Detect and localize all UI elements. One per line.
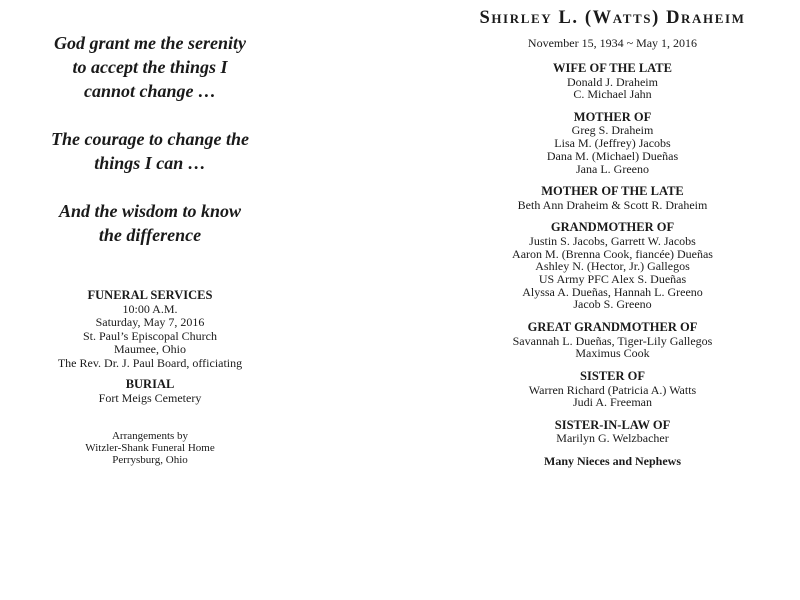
family-group [415, 370, 800, 409]
family-member: Lisa M. (Jeffrey) Jacobs [554, 136, 671, 151]
family-group-heading: SISTER OF [580, 369, 645, 384]
prayer-line: The courage to change the [51, 129, 249, 149]
arrangements-line: Perrysburg, Ohio [112, 454, 188, 466]
closing-line: Many Nieces and Nephews [544, 454, 681, 469]
family-member: Justin S. Jacobs, Garrett W. Jacobs [529, 233, 696, 248]
family-group-heading: SISTER-IN-LAW OF [554, 417, 671, 432]
family-member: Savannah L. Dueñas, Tiger-Lily Gallegos [512, 333, 713, 348]
prayer-stanza [10, 199, 290, 247]
family-list [415, 62, 800, 468]
prayer-stanza [10, 127, 290, 175]
family-member: Jacob S. Greeno [573, 297, 652, 312]
family-member: Ashley N. (Hector, Jr.) Gallegos [535, 259, 690, 274]
prayer-line: to accept the things I [72, 57, 228, 77]
prayer-line: things I can … [94, 153, 206, 173]
family-member: Judi A. Freeman [573, 395, 652, 410]
arrangements-line: Arrangements by [111, 430, 189, 442]
family-member: Greg S. Draheim [571, 123, 654, 138]
family-member: Donald J. Draheim [567, 74, 658, 89]
family-member: Dana M. (Michael) Dueñas [546, 148, 679, 163]
family-member: Marilyn G. Welzbacher [556, 431, 669, 446]
family-member: C. Michael Jahn [573, 87, 652, 102]
family-group [415, 62, 800, 101]
burial [0, 378, 300, 405]
funeral-services-heading: FUNERAL SERVICES [87, 288, 213, 302]
family-member: Beth Ann Draheim & Scott R. Draheim [517, 197, 708, 212]
family-group [415, 419, 800, 445]
family-group-heading: MOTHER OF [573, 109, 652, 124]
service-city: Maumee, Ohio [114, 342, 186, 356]
prayer-line: And the wisdom to know [58, 201, 242, 221]
arrangements [0, 430, 300, 466]
family-group-heading: MOTHER OF THE LATE [541, 184, 684, 199]
family-member: Jana L. Greeno [576, 161, 649, 176]
funeral-services [0, 289, 300, 370]
life-dates: November 15, 1934 ~ May 1, 2016 [527, 36, 698, 50]
burial-heading: BURIAL [125, 377, 175, 391]
family-group [415, 185, 800, 211]
family-group-heading: GRANDMOTHER OF [550, 220, 675, 235]
prayer-line: the difference [98, 225, 202, 245]
family-member: Maximus Cook [575, 346, 650, 361]
burial-location: Fort Meigs Cemetery [98, 390, 202, 405]
arrangements-line: Witzler-Shank Funeral Home [85, 442, 215, 454]
prayer-stanza [10, 31, 290, 103]
family-member: Aaron M. (Brenna Cook, fiancée) Dueñas [512, 246, 713, 261]
family-member: US Army PFC Alex S. Dueñas [538, 272, 687, 287]
family-member: Warren Richard (Patricia A.) Watts [528, 382, 697, 397]
service-officiant: The Rev. Dr. J. Paul Board, officiating [57, 355, 243, 370]
family-group [415, 321, 800, 360]
family-group-heading: GREAT GRANDMOTHER OF [527, 320, 698, 335]
family-group [415, 221, 800, 311]
deceased-name: Shirley L. (Watts) Draheim [479, 8, 746, 28]
service-time: 10:00 A.M. [122, 301, 178, 316]
prayer-line: cannot change … [83, 81, 216, 101]
serenity-prayer [10, 31, 290, 271]
service-church: St. Paul’s Episcopal Church [83, 328, 217, 343]
service-date: Saturday, May 7, 2016 [95, 315, 205, 329]
family-group [415, 111, 800, 175]
family-member: Alyssa A. Dueñas, Hannah L. Greeno [522, 284, 703, 299]
prayer-line: God grant me the serenity [54, 33, 246, 53]
family-group-heading: WIFE OF THE LATE [553, 61, 672, 75]
